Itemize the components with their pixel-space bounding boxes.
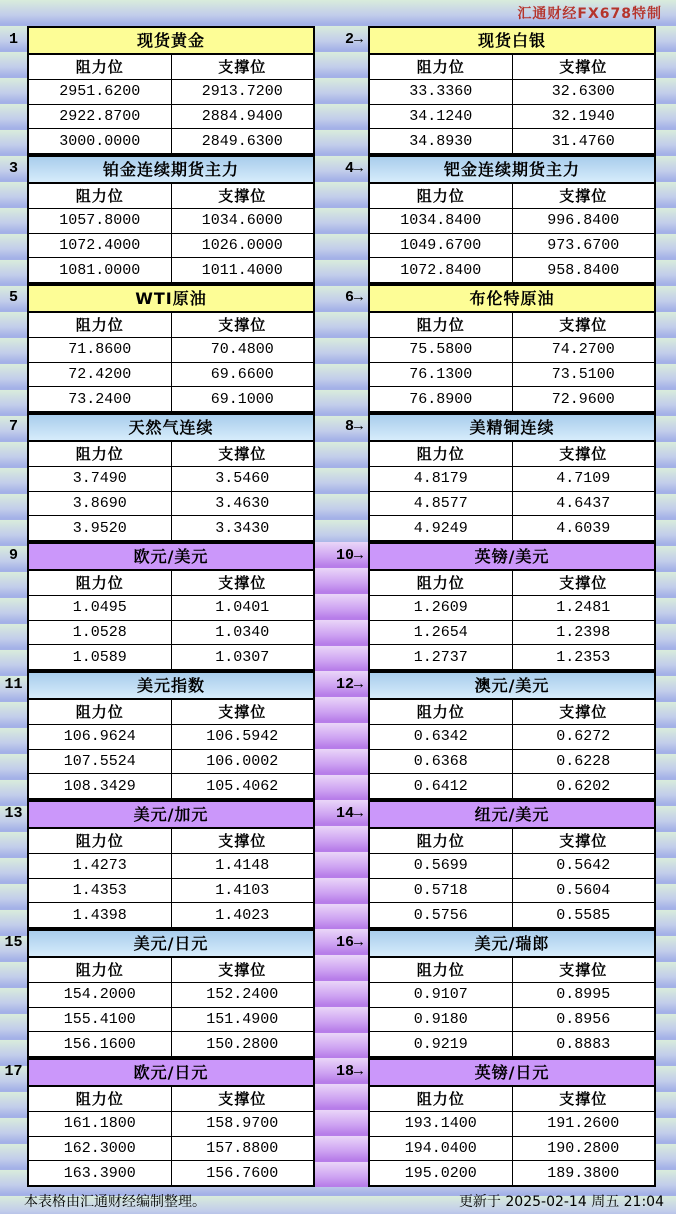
level-row	[370, 750, 654, 775]
level-row	[29, 983, 313, 1008]
level-row	[370, 854, 654, 879]
support-value: 0.6202	[512, 774, 655, 798]
right-margin	[656, 929, 676, 1058]
level-row	[29, 1032, 313, 1056]
support-value: 1026.0000	[171, 234, 314, 258]
resistance-value: 193.1400	[404, 1115, 477, 1133]
support-value: 1.2398	[512, 621, 655, 645]
level-row	[29, 774, 313, 798]
support-value: 958.8400	[512, 258, 655, 282]
level-row	[370, 1008, 654, 1033]
support-value: 69.6600	[171, 363, 314, 387]
instrument-panel-left	[27, 929, 315, 1058]
level-row	[370, 338, 654, 363]
instrument-title: 纽元/美元	[370, 802, 654, 829]
instrument-title: 钯金连续期货主力	[370, 157, 654, 184]
resistance-header: 阻力位	[416, 445, 465, 463]
instrument-title: 欧元/美元	[29, 544, 313, 571]
instrument-title: 现货白银	[370, 28, 654, 55]
panel-pair-row	[0, 413, 676, 542]
resistance-value: 0.6368	[413, 753, 468, 770]
support-header: 支撑位	[171, 313, 314, 337]
column-header-row	[29, 700, 313, 725]
level-row	[370, 774, 654, 798]
panel-number-right: 14→	[315, 800, 368, 929]
level-row	[29, 363, 313, 388]
panel-number-right: 6→	[344, 289, 363, 306]
right-margin	[656, 26, 676, 155]
level-row	[370, 387, 654, 411]
level-row	[29, 387, 313, 411]
support-header: 支撑位	[512, 1087, 655, 1111]
support-header: 支撑位	[171, 700, 314, 724]
column-header-row	[29, 1087, 313, 1112]
right-margin	[656, 1058, 676, 1187]
support-value: 157.8800	[171, 1137, 314, 1161]
level-row	[370, 645, 654, 669]
panels-grid	[0, 26, 676, 1187]
resistance-header: 阻力位	[75, 1090, 124, 1108]
panel-pair-row	[0, 1058, 676, 1187]
resistance-value: 1.2609	[413, 599, 468, 617]
panel-pair-row	[0, 155, 676, 284]
resistance-value: 3.7490	[72, 470, 127, 488]
support-value: 156.7600	[171, 1161, 314, 1185]
support-value: 1.4023	[171, 903, 314, 927]
instrument-title: 英镑/日元	[370, 1060, 654, 1087]
level-row	[370, 621, 654, 646]
column-header-row	[29, 958, 313, 983]
support-value: 4.7109	[512, 467, 655, 491]
support-value: 150.2800	[171, 1032, 314, 1056]
resistance-value: 75.5800	[409, 341, 473, 359]
level-row	[29, 725, 313, 750]
panel-number-right: 2→	[344, 31, 363, 48]
instrument-panel-right	[368, 800, 656, 929]
level-row	[29, 645, 313, 669]
footer-updated-timestamp: 更新于 2025-02-14 周五 21:04	[458, 1193, 664, 1210]
support-value: 1.0401	[171, 596, 314, 620]
instrument-panel-right	[368, 671, 656, 800]
support-value: 31.4760	[512, 129, 655, 153]
resistance-header: 阻力位	[75, 703, 124, 721]
resistance-value: 154.2000	[63, 986, 136, 1004]
resistance-value: 155.4100	[63, 1011, 136, 1028]
column-header-row	[370, 571, 654, 596]
resistance-value: 72.4200	[68, 366, 132, 383]
resistance-value: 0.5699	[413, 857, 468, 875]
right-margin	[656, 542, 676, 671]
column-header-row	[29, 313, 313, 338]
resistance-value: 1.4353	[72, 882, 127, 899]
instrument-title: 澳元/美元	[370, 673, 654, 700]
resistance-value: 1049.6700	[400, 237, 482, 254]
support-header: 支撑位	[512, 700, 655, 724]
resistance-header: 阻力位	[416, 574, 465, 592]
level-row	[370, 1112, 654, 1137]
right-margin	[656, 671, 676, 800]
resistance-value: 162.3000	[63, 1140, 136, 1157]
support-value: 106.5942	[171, 725, 314, 749]
panel-pair-row	[0, 929, 676, 1058]
panel-pair-row	[0, 284, 676, 413]
panel-number-left: 15	[4, 934, 23, 951]
support-value: 69.1000	[171, 387, 314, 411]
level-row	[370, 234, 654, 259]
support-value: 32.1940	[512, 105, 655, 129]
support-value: 3.4630	[171, 492, 314, 516]
support-value: 72.9600	[512, 387, 655, 411]
resistance-value: 108.3429	[63, 777, 136, 795]
support-header: 支撑位	[512, 571, 655, 595]
panel-number-left: 5	[8, 289, 18, 306]
resistance-value: 0.5756	[413, 906, 468, 924]
column-header-row	[370, 958, 654, 983]
instrument-panel-left	[27, 413, 315, 542]
support-value: 1.0307	[171, 645, 314, 669]
instrument-panel-right	[368, 542, 656, 671]
resistance-value: 161.1800	[63, 1115, 136, 1133]
instrument-panel-right	[368, 1058, 656, 1187]
resistance-value: 0.5718	[413, 882, 468, 899]
instrument-title: 英镑/美元	[370, 544, 654, 571]
support-header: 支撑位	[512, 55, 655, 79]
support-value: 0.6272	[512, 725, 655, 749]
panel-pair-row	[0, 26, 676, 155]
level-row	[370, 983, 654, 1008]
instrument-title: WTI原油	[29, 286, 313, 313]
panel-number-right: 8→	[344, 418, 363, 435]
resistance-value: 76.8900	[409, 390, 473, 408]
brand-text: 汇通财经FX678特制	[517, 6, 662, 22]
support-header: 支撑位	[512, 184, 655, 208]
level-row	[29, 516, 313, 540]
resistance-value: 4.8577	[413, 495, 468, 512]
level-row	[29, 492, 313, 517]
resistance-header: 阻力位	[416, 832, 465, 850]
support-value: 2849.6300	[171, 129, 314, 153]
resistance-header: 阻力位	[75, 961, 124, 979]
panel-number-right: 10→	[315, 542, 368, 671]
right-margin	[656, 413, 676, 542]
support-value: 1.4148	[171, 854, 314, 878]
support-value: 1.0340	[171, 621, 314, 645]
support-value: 4.6039	[512, 516, 655, 540]
resistance-header: 阻力位	[75, 187, 124, 205]
resistance-value: 1.0589	[72, 648, 127, 666]
instrument-title: 美元/瑞郎	[370, 931, 654, 958]
panel-number-left: 11	[4, 676, 23, 693]
support-value: 191.2600	[512, 1112, 655, 1136]
resistance-header: 阻力位	[416, 58, 465, 76]
column-header-row	[370, 55, 654, 80]
support-value: 74.2700	[512, 338, 655, 362]
column-header-row	[370, 313, 654, 338]
resistance-header: 阻力位	[75, 574, 124, 592]
level-row	[29, 903, 313, 927]
level-row	[370, 725, 654, 750]
support-value: 0.6228	[512, 750, 655, 774]
resistance-header: 阻力位	[75, 832, 124, 850]
support-header: 支撑位	[512, 442, 655, 466]
instrument-title: 美元/日元	[29, 931, 313, 958]
instrument-panel-left	[27, 542, 315, 671]
resistance-value: 1.0528	[72, 624, 127, 641]
level-row	[370, 1137, 654, 1162]
resistance-value: 33.3360	[409, 83, 473, 101]
instrument-panel-right	[368, 155, 656, 284]
resistance-value: 0.9219	[413, 1035, 468, 1053]
resistance-value: 0.9180	[413, 1011, 468, 1028]
instrument-panel-right	[368, 284, 656, 413]
instrument-panel-left	[27, 800, 315, 929]
footer-note: 本表格由汇通财经编制整理。	[24, 1193, 206, 1210]
right-margin	[656, 284, 676, 413]
support-value: 0.8995	[512, 983, 655, 1007]
panel-pair-row	[0, 800, 676, 929]
resistance-value: 1.4273	[72, 857, 127, 875]
level-row	[370, 1032, 654, 1056]
instrument-title: 现货黄金	[29, 28, 313, 55]
instrument-panel-left	[27, 671, 315, 800]
resistance-value: 1057.8000	[59, 212, 141, 230]
level-row	[370, 879, 654, 904]
instrument-panel-right	[368, 26, 656, 155]
panel-number-left: 7	[8, 418, 18, 435]
instrument-title: 美元指数	[29, 673, 313, 700]
support-header: 支撑位	[512, 313, 655, 337]
footer	[0, 1187, 676, 1214]
support-header: 支撑位	[512, 829, 655, 853]
resistance-header: 阻力位	[75, 445, 124, 463]
panel-pair-row	[0, 542, 676, 671]
panel-number-left: 9	[8, 547, 18, 564]
column-header-row	[29, 184, 313, 209]
resistance-value: 2922.8700	[59, 108, 141, 125]
support-value: 152.2400	[171, 983, 314, 1007]
level-row	[370, 105, 654, 130]
level-row	[370, 1161, 654, 1185]
resistance-value: 1081.0000	[59, 261, 141, 279]
level-row	[29, 596, 313, 621]
level-row	[29, 1137, 313, 1162]
instrument-panel-right	[368, 929, 656, 1058]
resistance-value: 156.1600	[63, 1035, 136, 1053]
support-value: 1.4103	[171, 879, 314, 903]
support-value: 2884.9400	[171, 105, 314, 129]
support-value: 0.5642	[512, 854, 655, 878]
support-header: 支撑位	[171, 829, 314, 853]
resistance-value: 3000.0000	[59, 132, 141, 150]
resistance-value: 1.2737	[413, 648, 468, 666]
column-header-row	[370, 1087, 654, 1112]
resistance-value: 73.2400	[68, 390, 132, 408]
resistance-value: 0.6412	[413, 777, 468, 795]
level-row	[29, 209, 313, 234]
level-row	[29, 234, 313, 259]
instrument-title: 欧元/日元	[29, 1060, 313, 1087]
resistance-value: 3.9520	[72, 519, 127, 537]
level-row	[29, 105, 313, 130]
panel-pair-row	[0, 671, 676, 800]
level-row	[370, 516, 654, 540]
column-header-row	[29, 829, 313, 854]
instrument-title: 天然气连续	[29, 415, 313, 442]
level-row	[370, 129, 654, 153]
resistance-header: 阻力位	[416, 1090, 465, 1108]
support-value: 105.4062	[171, 774, 314, 798]
right-margin	[656, 155, 676, 284]
resistance-header: 阻力位	[416, 316, 465, 334]
level-row	[370, 596, 654, 621]
resistance-value: 163.3900	[63, 1164, 136, 1182]
support-value: 4.6437	[512, 492, 655, 516]
level-row	[29, 1008, 313, 1033]
panel-number-left: 17	[4, 1063, 23, 1080]
resistance-value: 3.8690	[72, 495, 127, 512]
level-row	[29, 621, 313, 646]
level-row	[370, 492, 654, 517]
panel-number-right: 18→	[315, 1058, 368, 1187]
resistance-value: 0.9107	[413, 986, 468, 1004]
panel-number-left: 13	[4, 805, 23, 822]
resistance-value: 4.9249	[413, 519, 468, 537]
resistance-value: 2951.6200	[59, 83, 141, 101]
column-header-row	[370, 700, 654, 725]
support-value: 106.0002	[171, 750, 314, 774]
support-value: 0.5604	[512, 879, 655, 903]
resistance-value: 1.4398	[72, 906, 127, 924]
resistance-value: 34.8930	[409, 132, 473, 150]
level-row	[29, 467, 313, 492]
support-value: 32.6300	[512, 80, 655, 104]
level-row	[370, 209, 654, 234]
column-header-row	[29, 442, 313, 467]
resistance-value: 106.9624	[63, 728, 136, 746]
column-header-row	[370, 442, 654, 467]
column-header-row	[29, 571, 313, 596]
support-header: 支撑位	[171, 442, 314, 466]
column-header-row	[29, 55, 313, 80]
support-value: 0.8883	[512, 1032, 655, 1056]
support-value: 3.5460	[171, 467, 314, 491]
support-header: 支撑位	[512, 958, 655, 982]
support-value: 1.2481	[512, 596, 655, 620]
support-value: 190.2800	[512, 1137, 655, 1161]
level-row	[29, 1112, 313, 1137]
support-value: 158.9700	[171, 1112, 314, 1136]
level-row	[29, 879, 313, 904]
support-header: 支撑位	[171, 55, 314, 79]
resistance-value: 195.0200	[404, 1164, 477, 1182]
resistance-header: 阻力位	[416, 961, 465, 979]
support-value: 1.2353	[512, 645, 655, 669]
support-value: 189.3800	[512, 1161, 655, 1185]
resistance-value: 1034.8400	[400, 212, 482, 230]
resistance-value: 1.0495	[72, 599, 127, 617]
resistance-value: 76.1300	[409, 366, 473, 383]
resistance-value: 1.2654	[413, 624, 468, 641]
instrument-panel-left	[27, 155, 315, 284]
resistance-value: 4.8179	[413, 470, 468, 488]
resistance-value: 71.8600	[68, 341, 132, 359]
level-row	[29, 854, 313, 879]
support-value: 996.8400	[512, 209, 655, 233]
level-row	[29, 80, 313, 105]
support-value: 1011.4000	[171, 258, 314, 282]
resistance-value: 1072.8400	[400, 261, 482, 279]
column-header-row	[370, 829, 654, 854]
instrument-panel-right	[368, 413, 656, 542]
level-row	[29, 338, 313, 363]
instrument-title: 布伦特原油	[370, 286, 654, 313]
instrument-title: 铂金连续期货主力	[29, 157, 313, 184]
instrument-panel-left	[27, 284, 315, 413]
support-value: 73.5100	[512, 363, 655, 387]
support-header: 支撑位	[171, 958, 314, 982]
level-row	[29, 258, 313, 282]
resistance-value: 0.6342	[413, 728, 468, 746]
support-value: 3.3430	[171, 516, 314, 540]
level-row	[29, 1161, 313, 1185]
panel-number-left: 1	[8, 31, 18, 48]
level-row	[29, 129, 313, 153]
instrument-panel-left	[27, 1058, 315, 1187]
level-row	[370, 80, 654, 105]
right-margin	[656, 800, 676, 929]
resistance-value: 34.1240	[409, 108, 473, 125]
instrument-panel-left	[27, 26, 315, 155]
resistance-header: 阻力位	[416, 703, 465, 721]
support-value: 2913.7200	[171, 80, 314, 104]
resistance-value: 1072.4000	[59, 237, 141, 254]
level-row	[29, 750, 313, 775]
support-value: 0.8956	[512, 1008, 655, 1032]
level-row	[370, 363, 654, 388]
instrument-title: 美精铜连续	[370, 415, 654, 442]
support-header: 支撑位	[171, 571, 314, 595]
panel-number-right: 4→	[344, 160, 363, 177]
support-value: 1034.6000	[171, 209, 314, 233]
resistance-header: 阻力位	[75, 316, 124, 334]
panel-number-left: 3	[8, 160, 18, 177]
level-row	[370, 258, 654, 282]
level-row	[370, 467, 654, 492]
resistance-header: 阻力位	[75, 58, 124, 76]
panel-number-right: 16→	[315, 929, 368, 1058]
support-value: 973.6700	[512, 234, 655, 258]
resistance-header: 阻力位	[416, 187, 465, 205]
support-value: 0.5585	[512, 903, 655, 927]
column-header-row	[370, 184, 654, 209]
support-value: 70.4800	[171, 338, 314, 362]
support-header: 支撑位	[171, 184, 314, 208]
resistance-value: 107.5524	[63, 753, 136, 770]
support-header: 支撑位	[171, 1087, 314, 1111]
level-row	[370, 903, 654, 927]
support-value: 151.4900	[171, 1008, 314, 1032]
instrument-title: 美元/加元	[29, 802, 313, 829]
panel-number-right: 12→	[315, 671, 368, 800]
resistance-value: 194.0400	[404, 1140, 477, 1157]
